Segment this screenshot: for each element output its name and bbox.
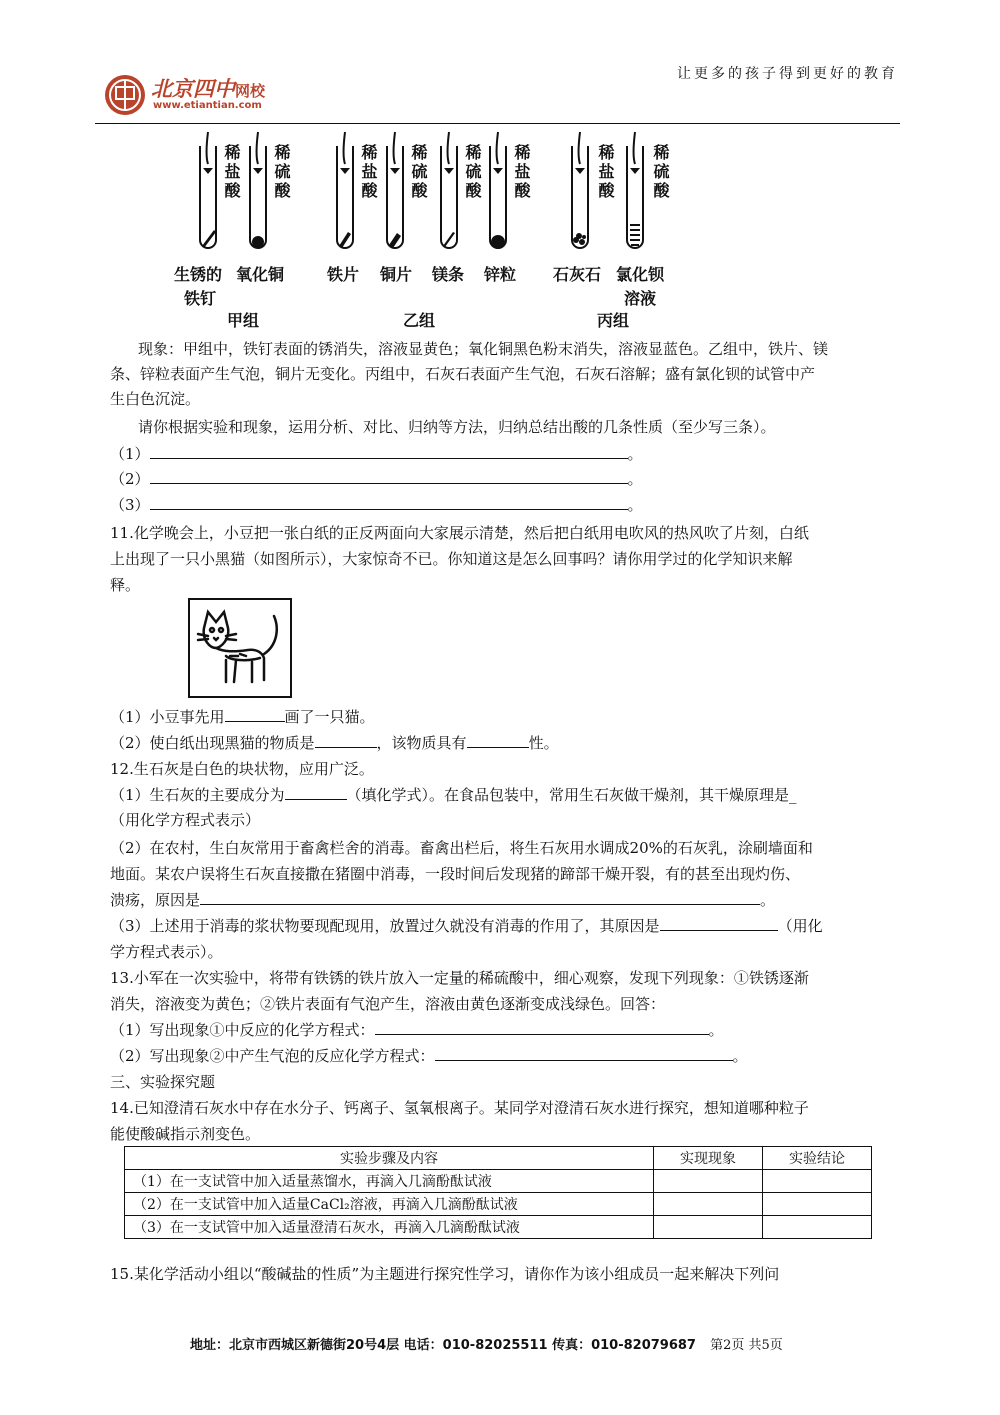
q12-sub2-line3: 溃疡，原因是 。: [110, 888, 775, 912]
q11-sub1: （1）小豆事先用 画了一只猫。: [110, 705, 375, 729]
group-label: 甲组: [227, 311, 260, 330]
table-header: 实验结论: [763, 1147, 872, 1170]
page-footer: [190, 1334, 783, 1353]
tube-label: 稀硫酸: [463, 144, 482, 201]
q12-sub3-line2: 学方程式表示）。: [110, 943, 223, 961]
item-label: 生锈的: [174, 265, 223, 284]
q11-text-line: 上出现了一只小黑猫（如图所示），大家惊奇不已。你知道这是怎么回事吗？请你用学过的化学知识来解: [110, 550, 793, 568]
q11-text-line: 释。: [110, 576, 141, 594]
answer-cell[interactable]: [654, 1170, 763, 1193]
item-label: 铁钉: [184, 289, 217, 308]
tube-label: 稀硫酸: [272, 144, 291, 201]
item-label: 石灰石: [553, 265, 602, 284]
q14-text-line: 14.已知澄清石灰水中存在水分子、钙离子、氢氧根离子。某同学对澄清石灰水进行探究，想知道哪种粒子: [110, 1099, 809, 1117]
answer-line: （1） 。: [110, 442, 643, 466]
q10-prompt: 请你根据实验和现象，运用分析、对比、归纳等方法，归纳总结出酸的几条性质（至少写三条）。: [138, 418, 776, 436]
logo-url: www.etiantian.com: [153, 100, 262, 111]
logo-text: 北京四中: [151, 77, 235, 101]
answer-blank[interactable]: [150, 442, 628, 459]
test-tubes-drawing: [170, 128, 710, 258]
tube-label: 稀硫酸: [651, 144, 670, 201]
answer-cell[interactable]: [763, 1193, 872, 1216]
table-cell: （1）在一支试管中加入适量蒸馏水，再滴入几滴酚酞试液: [125, 1170, 654, 1193]
q10-phenomenon-line: 条、锌粒表面产生气泡，铜片无变化。丙组中，石灰石表面产生气泡，石灰石溶解；盛有氯化钡的试管中产: [110, 365, 816, 383]
page-header: [95, 55, 900, 125]
school-emblem-icon: [103, 73, 147, 117]
q12-title: 12.生石灰是白色的块状物，应用广泛。: [110, 760, 374, 778]
header-slogan: 让更多的孩子得到更好的教育: [677, 66, 898, 82]
answer-line: （3） 。: [110, 493, 643, 517]
group-label: 丙组: [597, 311, 630, 330]
logo-suffix: 网校: [235, 82, 266, 100]
q13-text-line: 消失，溶液变为黄色；②铁片表面有气泡产生，溶液由黄色逐渐变成浅绿色。回答：: [110, 995, 666, 1013]
table-row: [125, 1216, 872, 1239]
answer-cell[interactable]: [654, 1193, 763, 1216]
answer-blank[interactable]: [225, 705, 285, 722]
item-label: 锌粒: [484, 265, 517, 284]
table-header: 实现现象: [654, 1147, 763, 1170]
q14-text-line: 能使酸碱指示剂变色。: [110, 1125, 261, 1143]
answer-blank[interactable]: [435, 1044, 733, 1061]
table-header: 实验步骤及内容: [125, 1147, 654, 1170]
footer-address: 地址：北京市西城区新德街20号4层 电话：010-82025511 传真：010-82079687: [190, 1338, 696, 1353]
table-row: [125, 1170, 872, 1193]
item-label: 镁条: [432, 265, 465, 284]
table-cell: （2）在一支试管中加入适量CaCl₂溶液，再滴入几滴酚酞试液: [125, 1193, 654, 1216]
tube-label: 稀盐酸: [359, 144, 378, 201]
q15-text-line: 15.某化学活动小组以“酸碱盐的性质”为主题进行探究性学习，请你作为该小组成员一起来解决下列问: [110, 1265, 780, 1283]
q10-phenomenon-line: 生白色沉淀。: [110, 390, 201, 408]
tube-label: 稀盐酸: [512, 144, 531, 201]
q12-sub2-line: 地面。某农户误将生石灰直接撒在猪圈中消毒，一段时间后发现猪的蹄部干燥开裂，有的甚至出现灼伤、: [110, 865, 801, 883]
answer-blank[interactable]: [375, 1018, 709, 1035]
tube-label: 稀硫酸: [409, 144, 428, 201]
header-rule: [95, 123, 900, 124]
q12-sub3: （3）上述用于消毒的浆状物要现配现用，放置过久就没有消毒的作用了，其原因是 （用化: [110, 914, 823, 938]
item-label: 铁片: [327, 265, 360, 284]
cat-figure: [188, 598, 292, 698]
section-heading: 三、实验探究题: [110, 1073, 216, 1091]
answer-line: （2） 。: [110, 467, 643, 491]
table-cell: （3）在一支试管中加入适量澄清石灰水，再滴入几滴酚酞试液: [125, 1216, 654, 1239]
answer-blank[interactable]: [285, 783, 347, 800]
answer-blank[interactable]: [200, 888, 760, 905]
item-label: 氯化钡: [616, 265, 665, 284]
answer-blank[interactable]: [315, 731, 377, 748]
table-header-row: [125, 1147, 872, 1170]
experiment-table: [124, 1146, 872, 1239]
q12-sub1-line2: （用化学方程式表示）: [110, 811, 261, 829]
item-label: 氧化铜: [236, 265, 285, 284]
q13-text-line: 13.小军在一次实验中，将带有铁锈的铁片放入一定量的稀硫酸中，细心观察，发现下列现象：①铁锈逐渐: [110, 969, 809, 987]
table-row: [125, 1193, 872, 1216]
tube-label: 稀盐酸: [596, 144, 615, 201]
q13-sub2: （2）写出现象②中产生气泡的反应化学方程式： 。: [110, 1044, 748, 1068]
group-label: 乙组: [403, 311, 436, 330]
footer-page-number: 第2页 共5页: [710, 1338, 783, 1353]
cat-icon: [190, 600, 290, 696]
item-label: 铜片: [380, 265, 413, 284]
q11-sub2: （2）使白纸出现黑猫的物质是 ，该物质具有 性。: [110, 731, 559, 755]
q13-sub1: （1）写出现象①中反应的化学方程式： 。: [110, 1018, 724, 1042]
answer-blank[interactable]: [150, 493, 628, 510]
answer-cell[interactable]: [763, 1170, 872, 1193]
item-label: 溶液: [624, 289, 657, 308]
answer-blank[interactable]: [467, 731, 529, 748]
q12-sub1: （1）生石灰的主要成分为 （填化学式）。在食品包装中，常用生石灰做干燥剂，其干燥原理是_: [110, 783, 797, 807]
q12-sub2-line: （2）在农村，生白灰常用于畜禽栏舍的消毒。畜禽出栏后，将生石灰用水调成20%的石灰乳，涂刷墙面和: [110, 839, 813, 857]
tube-label: 稀盐酸: [222, 144, 241, 201]
answer-blank[interactable]: [150, 467, 628, 484]
answer-cell[interactable]: [763, 1216, 872, 1239]
q10-phenomenon-line: 现象：甲组中，铁钉表面的锈消失，溶液显黄色；氧化铜黑色粉末消失，溶液显蓝色。乙组中，铁片、镁: [138, 340, 829, 358]
answer-cell[interactable]: [654, 1216, 763, 1239]
answer-blank[interactable]: [660, 914, 778, 931]
experiment-figure: [170, 128, 710, 333]
q11-text-line: 11.化学晚会上，小豆把一张白纸的正反两面向大家展示清楚，然后把白纸用电吹风的热风吹了片刻，白纸: [110, 524, 809, 542]
logo: [103, 73, 147, 121]
